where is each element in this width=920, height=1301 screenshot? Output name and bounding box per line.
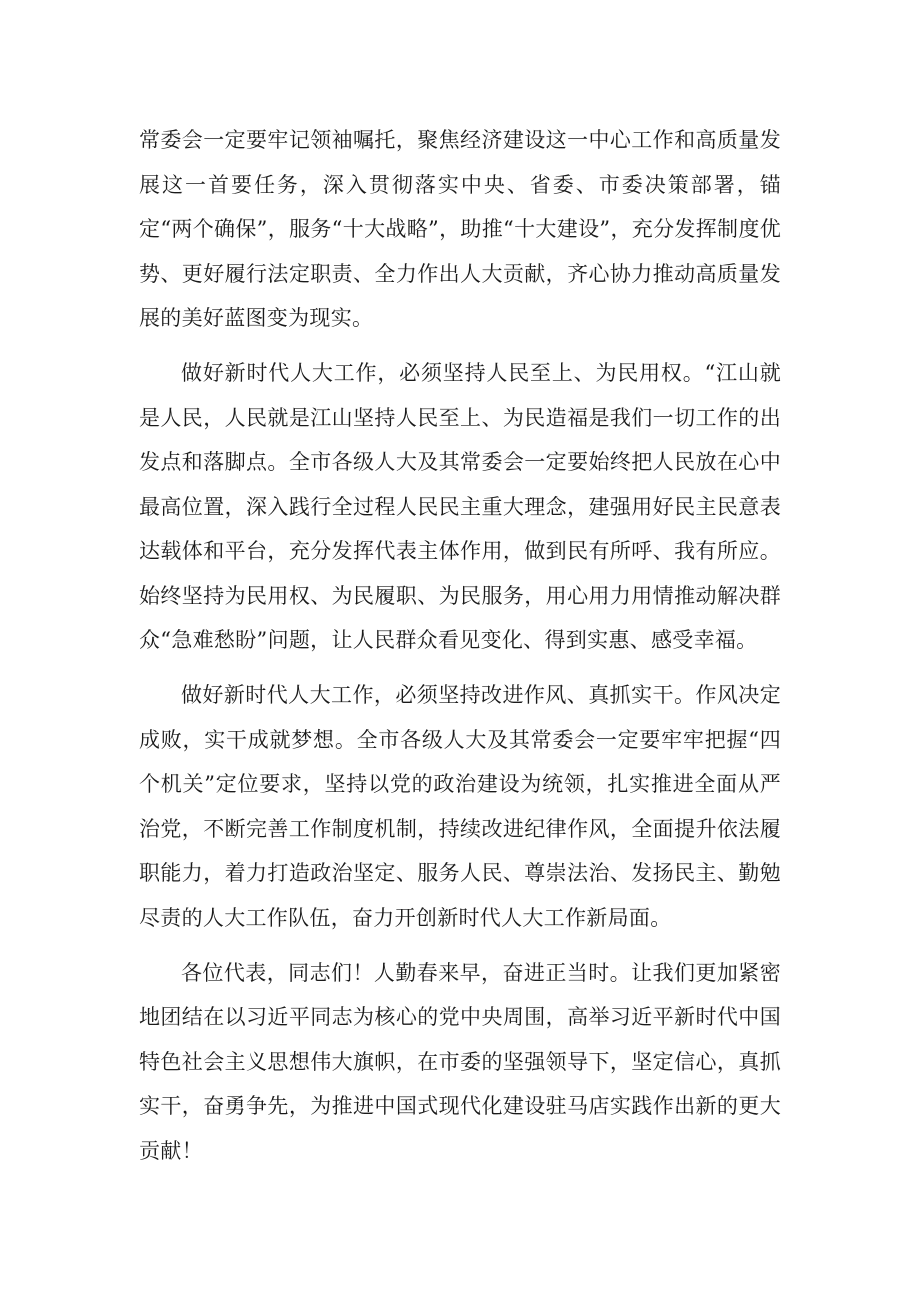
paragraph-continuation: 常委会一定要牢记领袖嘱托，聚焦经济建设这一中心工作和高质量发展这一首要任务，深入贯彻落实中央、省委、市委决策部署，锚定“两个确保”，服务“十大战略”，助推“十大建设”，充分发挥制度优势、更好履行法定职责、全力作出人大贡献，齐心协力推动高质量发展的美好蓝图变为现实。 — [139, 128, 781, 330]
paragraph-people-first: 做好新时代人大工作，必须坚持人民至上、为民用权。“江山就是人民，人民就是江山坚持人民至上、为民造福是我们一切工作的出发点和落脚点。全市各级人大及其常委会一定要始终把人民放在心中最高位置，深入践行全过程人民民主重大理念，建强用好民主民意表达载体和平台，充分发挥代表主体作用，做到民有所呼、我有所应。始终坚持为民用权、为民履职、为民服务，用心用力用情推动解决群众“急难愁盼”问题，让人民群众看见变化、得到实惠、感受幸福。 — [139, 361, 781, 652]
paragraph-closing: 各位代表，同志们！人勤春来早，奋进正当时。让我们更加紧密地团结在以习近平同志为核心的党中央周围，高举习近平新时代中国特色社会主义思想伟大旗帜，在市委的坚强领导下，坚定信心，真抓实干，奋勇争先，为推进中国式现代化建设驻马店实践作出新的更大贡献！ — [139, 960, 781, 1163]
paragraph-work-style: 做好新时代人大工作，必须坚持改进作风、真抓实干。作风决定成败，实干成就梦想。全市各级人大及其常委会一定要牢牢把握“四个机关”定位要求，坚持以党的政治建设为统领，扎实推进全面从严治党，不断完善工作制度机制，持续改进纪律作风，全面提升依法履职能力，着力打造政治坚定、服务人民、尊崇法治、发扬民主、勤勉尽责的人大工作队伍，奋力开创新时代人大工作新局面。 — [139, 683, 781, 930]
document-body — [139, 118, 781, 1173]
